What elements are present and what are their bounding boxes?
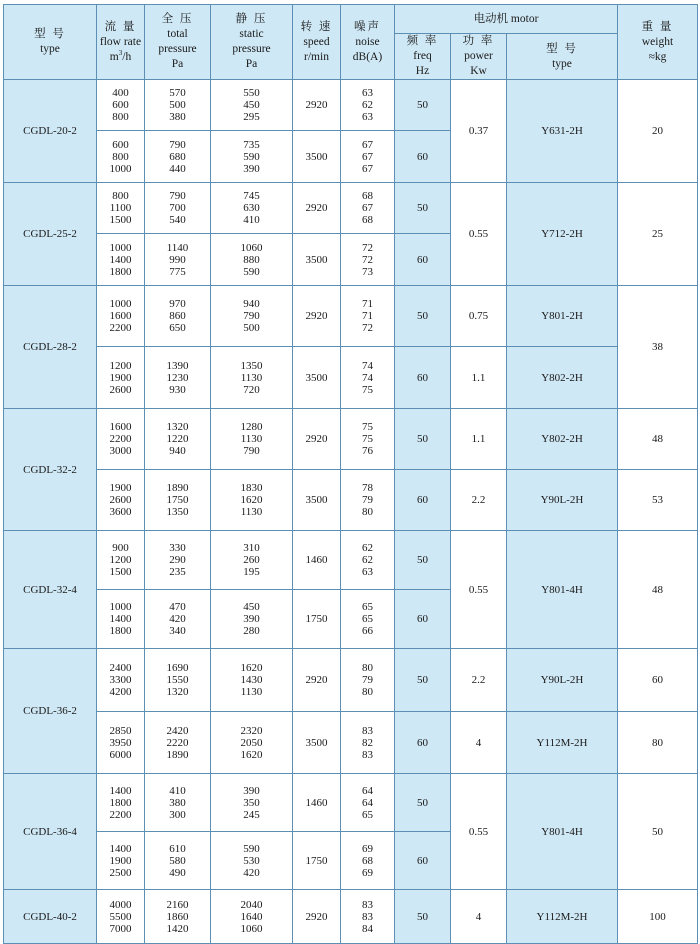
total-pressure-values: 2160 1860 1420 xyxy=(145,890,211,944)
noise-values: 83 83 84 xyxy=(341,890,395,944)
speed-value: 1460 xyxy=(293,774,341,832)
noise-values: 78 79 80 xyxy=(341,470,395,531)
total-pressure-values: 1320 1220 940 xyxy=(145,409,211,470)
freq-value: 60 xyxy=(395,590,451,649)
weight-value: 38 xyxy=(618,286,698,409)
speed-value: 3500 xyxy=(293,234,341,286)
total-pressure-values: 470 420 340 xyxy=(145,590,211,649)
noise-values: 64 64 65 xyxy=(341,774,395,832)
motor-type-value: Y801-4H xyxy=(507,531,618,649)
power-value: 0.55 xyxy=(451,531,507,649)
speed-value: 1750 xyxy=(293,590,341,649)
noise-values: 72 72 73 xyxy=(341,234,395,286)
noise-values: 63 62 63 xyxy=(341,80,395,131)
static-pressure-values: 390 350 245 xyxy=(211,774,293,832)
motor-type-value: Y631-2H xyxy=(507,80,618,183)
total-pressure-values: 330 290 235 xyxy=(145,531,211,590)
freq-value: 60 xyxy=(395,234,451,286)
header-speed: 转 速 speed r/min xyxy=(293,5,341,80)
motor-type-value: Y801-4H xyxy=(507,774,618,890)
freq-value: 50 xyxy=(395,649,451,712)
flow-values: 1400 1900 2500 xyxy=(97,832,145,890)
header-type: 型 号 type xyxy=(4,5,97,80)
motor-type-value: Y802-2H xyxy=(507,409,618,470)
speed-value: 2920 xyxy=(293,890,341,944)
total-pressure-values: 970 860 650 xyxy=(145,286,211,347)
noise-values: 75 75 76 xyxy=(341,409,395,470)
freq-value: 60 xyxy=(395,347,451,409)
total-pressure-values: 1140 990 775 xyxy=(145,234,211,286)
header-freq: 频 率 freq Hz xyxy=(395,34,451,80)
weight-value: 48 xyxy=(618,409,698,470)
noise-values: 67 67 67 xyxy=(341,131,395,183)
fan-model: CGDL-36-2 xyxy=(4,649,97,774)
total-pressure-values: 790 680 440 xyxy=(145,131,211,183)
freq-value: 50 xyxy=(395,286,451,347)
freq-value: 60 xyxy=(395,131,451,183)
weight-value: 48 xyxy=(618,531,698,649)
header-flow-rate: 流 量 flow rate $m^3/h$ xyxy=(97,5,145,80)
speed-value: 2920 xyxy=(293,409,341,470)
speed-value: 2920 xyxy=(293,649,341,712)
header-noise: 噪声 noise dB(A) xyxy=(341,5,395,80)
noise-values: 65 65 66 xyxy=(341,590,395,649)
fan-model: CGDL-20-2 xyxy=(4,80,97,183)
freq-value: 50 xyxy=(395,774,451,832)
table-row xyxy=(4,80,698,131)
static-pressure-values: 2040 1640 1060 xyxy=(211,890,293,944)
power-value: 1.1 xyxy=(451,409,507,470)
weight-value: 20 xyxy=(618,80,698,183)
freq-value: 50 xyxy=(395,409,451,470)
table-row xyxy=(4,409,698,470)
power-value: 4 xyxy=(451,712,507,774)
speed-value: 2920 xyxy=(293,80,341,131)
flow-values: 1400 1800 2200 xyxy=(97,774,145,832)
flow-values: 1600 2200 3000 xyxy=(97,409,145,470)
flow-values: 2850 3950 6000 xyxy=(97,712,145,774)
table-row xyxy=(4,774,698,832)
table-row xyxy=(4,531,698,590)
static-pressure-values: 1350 1130 720 xyxy=(211,347,293,409)
flow-values: 900 1200 1500 xyxy=(97,531,145,590)
freq-value: 50 xyxy=(395,80,451,131)
total-pressure-values: 410 380 300 xyxy=(145,774,211,832)
flow-values: 2400 3300 4200 xyxy=(97,649,145,712)
noise-values: 74 74 75 xyxy=(341,347,395,409)
static-pressure-values: 940 790 500 xyxy=(211,286,293,347)
speed-value: 1750 xyxy=(293,832,341,890)
motor-type-value: Y712-2H xyxy=(507,183,618,286)
flow-values: 1000 1400 1800 xyxy=(97,590,145,649)
noise-values: 62 62 63 xyxy=(341,531,395,590)
flow-values: 1000 1600 2200 xyxy=(97,286,145,347)
speed-value: 3500 xyxy=(293,131,341,183)
fan-model: CGDL-25-2 xyxy=(4,183,97,286)
static-pressure-values: 1280 1130 790 xyxy=(211,409,293,470)
noise-values: 68 67 68 xyxy=(341,183,395,234)
freq-value: 60 xyxy=(395,470,451,531)
header-weight: 重 量 weight ≈kg xyxy=(618,5,698,80)
freq-value: 50 xyxy=(395,183,451,234)
weight-value: 60 xyxy=(618,649,698,712)
power-value: 2.2 xyxy=(451,470,507,531)
motor-type-value: Y112M-2H xyxy=(507,890,618,944)
freq-value: 50 xyxy=(395,890,451,944)
speed-value: 3500 xyxy=(293,712,341,774)
weight-value: 53 xyxy=(618,470,698,531)
table-row xyxy=(4,890,698,944)
power-value: 0.75 xyxy=(451,286,507,347)
weight-value: 100 xyxy=(618,890,698,944)
table-row xyxy=(4,712,698,774)
power-value: 1.1 xyxy=(451,347,507,409)
weight-value: 80 xyxy=(618,712,698,774)
speed-value: 2920 xyxy=(293,286,341,347)
speed-value: 2920 xyxy=(293,183,341,234)
header-motor-type: 型 号 type xyxy=(507,34,618,80)
table-row xyxy=(4,649,698,712)
flow-values: 4000 5500 7000 xyxy=(97,890,145,944)
fan-spec-table xyxy=(3,4,698,944)
noise-values: 71 71 72 xyxy=(341,286,395,347)
power-value: 2.2 xyxy=(451,649,507,712)
motor-type-value: Y112M-2H xyxy=(507,712,618,774)
flow-values: 800 1100 1500 xyxy=(97,183,145,234)
static-pressure-values: 310 260 195 xyxy=(211,531,293,590)
total-pressure-values: 570 500 380 xyxy=(145,80,211,131)
fan-model: CGDL-40-2 xyxy=(4,890,97,944)
fan-model: CGDL-32-2 xyxy=(4,409,97,531)
freq-value: 60 xyxy=(395,712,451,774)
total-pressure-values: 1690 1550 1320 xyxy=(145,649,211,712)
noise-values: 83 82 83 xyxy=(341,712,395,774)
fan-model: CGDL-32-4 xyxy=(4,531,97,649)
static-pressure-values: 590 530 420 xyxy=(211,832,293,890)
header-power: 功 率 power Kw xyxy=(451,34,507,80)
fan-model: CGDL-36-4 xyxy=(4,774,97,890)
motor-type-value: Y90L-2H xyxy=(507,649,618,712)
header-static-pressure: 静 压 static pressure Pa xyxy=(211,5,293,80)
total-pressure-values: 1890 1750 1350 xyxy=(145,470,211,531)
speed-value: 1460 xyxy=(293,531,341,590)
total-pressure-values: 1390 1230 930 xyxy=(145,347,211,409)
noise-values: 80 79 80 xyxy=(341,649,395,712)
power-value: 0.55 xyxy=(451,183,507,286)
static-pressure-values: 1060 880 590 xyxy=(211,234,293,286)
flow-values: 1200 1900 2600 xyxy=(97,347,145,409)
noise-values: 69 68 69 xyxy=(341,832,395,890)
flow-values: 400 600 800 xyxy=(97,80,145,131)
motor-type-value: Y802-2H xyxy=(507,347,618,409)
table-row xyxy=(4,183,698,234)
power-value: 0.55 xyxy=(451,774,507,890)
static-pressure-values: 550 450 295 xyxy=(211,80,293,131)
total-pressure-values: 2420 2220 1890 xyxy=(145,712,211,774)
flow-values: 1000 1400 1800 xyxy=(97,234,145,286)
total-pressure-values: 610 580 490 xyxy=(145,832,211,890)
static-pressure-values: 2320 2050 1620 xyxy=(211,712,293,774)
flow-values: 1900 2600 3600 xyxy=(97,470,145,531)
header-total-pressure: 全 压 total pressure Pa xyxy=(145,5,211,80)
motor-type-value: Y90L-2H xyxy=(507,470,618,531)
speed-value: 3500 xyxy=(293,347,341,409)
freq-value: 50 xyxy=(395,531,451,590)
static-pressure-values: 450 390 280 xyxy=(211,590,293,649)
table-row xyxy=(4,286,698,347)
fan-model: CGDL-28-2 xyxy=(4,286,97,409)
static-pressure-values: 745 630 410 xyxy=(211,183,293,234)
speed-value: 3500 xyxy=(293,470,341,531)
table-row xyxy=(4,347,698,409)
power-value: 4 xyxy=(451,890,507,944)
static-pressure-values: 1830 1620 1130 xyxy=(211,470,293,531)
weight-value: 25 xyxy=(618,183,698,286)
motor-type-value: Y801-2H xyxy=(507,286,618,347)
power-value: 0.37 xyxy=(451,80,507,183)
weight-value: 50 xyxy=(618,774,698,890)
static-pressure-values: 1620 1430 1130 xyxy=(211,649,293,712)
header-motor-group: 电动机 motor xyxy=(395,5,618,34)
total-pressure-values: 790 700 540 xyxy=(145,183,211,234)
freq-value: 60 xyxy=(395,832,451,890)
flow-values: 600 800 1000 xyxy=(97,131,145,183)
static-pressure-values: 735 590 390 xyxy=(211,131,293,183)
table-row xyxy=(4,470,698,531)
